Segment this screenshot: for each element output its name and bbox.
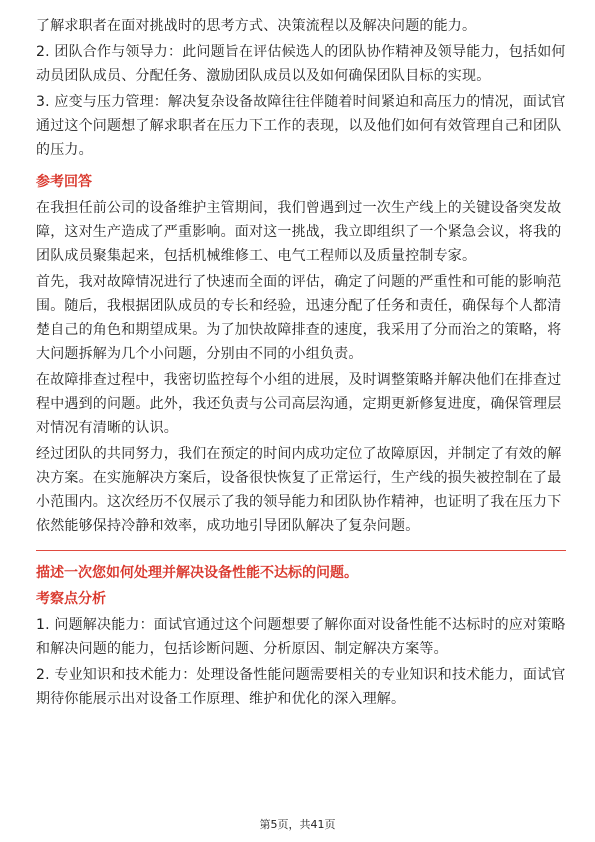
reference-paragraph-1: 在我担任前公司的设备维护主管期间，我们曾遇到过一次生产线上的关键设备突发故障，这对生产造成了严重影响。面对这一挑战，我立即组织了一个紧急会议，将我的团队成员聚集起来，包括机械维修工、电气工程师以及质量控制专家。	[36, 200, 562, 264]
intro-paragraph-3: 3. 应变与压力管理：解决复杂设备故障往往伴随着时间紧迫和高压力的情况，面试官通过这个问题想了解求职者在压力下工作的表现，以及他们如何有效管理自己和团队的压力。	[36, 94, 566, 158]
reference-paragraph-3: 在故障排查过程中，我密切监控每个小组的进展，及时调整策略并解决他们在排查过程中遇到的问题。此外，我还负责与公司高层沟通，定期更新修复进度，确保管理层对情况有清晰的认识。	[36, 372, 562, 436]
analysis-paragraph-1: 1. 问题解决能力：面试官通过这个问题想要了解你面对设备性能不达标时的应对策略和解决问题的能力，包括诊断问题、分析原因、制定解决方案等。	[36, 617, 566, 657]
reference-paragraph-2: 首先，我对故障情况进行了快速而全面的评估，确定了问题的严重性和可能的影响范围。随后，我根据团队成员的专长和经验，迅速分配了任务和责任，确保每个人都清楚自己的角色和期望成果。为了加快故障排查的速度，我采用了分而治之的策略，将大问题拆解为几个小问题，分别由不同的小组负责。	[36, 274, 562, 362]
reference-paragraph-4: 经过团队的共同努力，我们在预定的时间内成功定位了故障原因，并制定了有效的解决方案。在实施解决方案后，设备很快恢复了正常运行，生产线的损失被控制在了最小范围内。这次经历不仅展示了我的领导能力和团队协作精神，也证明了我在压力下依然能够保持冷静和效率，成功地引导团队解决了复杂问题。	[36, 446, 562, 534]
intro-paragraph-1: 了解求职者在面对挑战时的思考方式、决策流程以及解决问题的能力。	[36, 18, 477, 34]
reference-heading: 参考回答	[36, 174, 92, 190]
section-divider	[36, 550, 566, 551]
analysis-heading: 考察点分析	[36, 591, 106, 607]
question-heading: 描述一次您如何处理并解决设备性能不达标的问题。	[36, 565, 358, 581]
page-footer: 第5页，共41页	[259, 818, 336, 831]
intro-paragraph-2: 2. 团队合作与领导力：此问题旨在评估候选人的团队协作精神及领导能力，包括如何动员团队成员、分配任务、激励团队成员以及如何确保团队目标的实现。	[36, 44, 566, 84]
analysis-paragraph-2: 2. 专业知识和技术能力：处理设备性能问题需要相关的专业知识和技术能力，面试官期待你能展示出对设备工作原理、维护和优化的深入理解。	[36, 667, 566, 707]
document-page	[36, 14, 566, 713]
